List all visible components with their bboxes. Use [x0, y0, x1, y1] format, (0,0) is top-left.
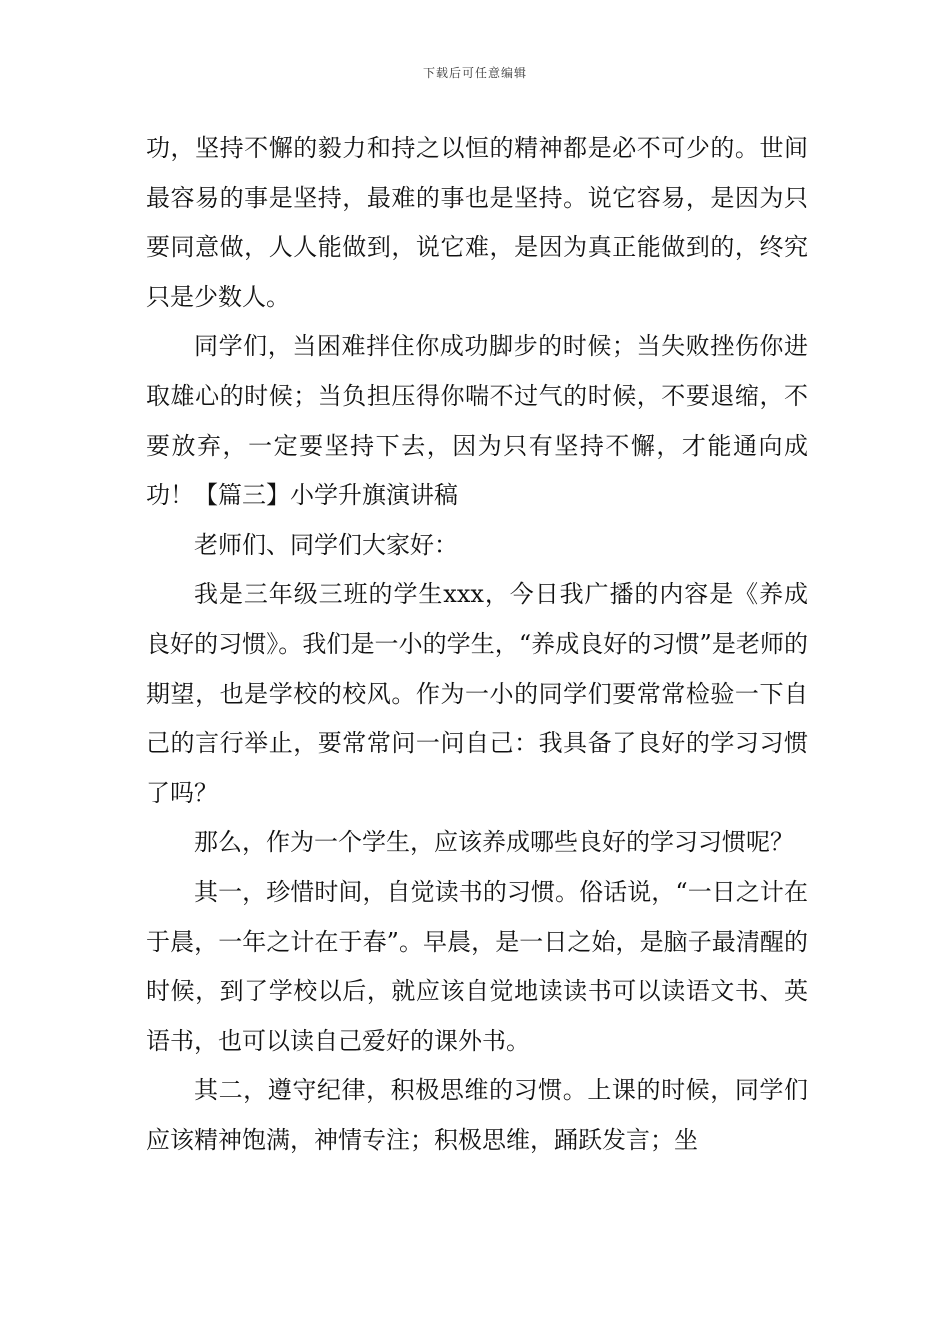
paragraph: 功，坚持不懈的毅力和持之以恒的精神都是必不可少的。世间最容易的事是坚持，最难的事也是坚持。说它容易，是因为只要同意做，人人能做到，说它难，是因为真正能做到的，终究只是少数人。	[146, 134, 808, 311]
document-body	[146, 124, 808, 1165]
page-header-note: 下载后可任意编辑	[422, 66, 527, 80]
paragraph: 那么，作为一个学生，应该养成哪些良好的学习习惯呢？	[194, 828, 794, 857]
paragraph: 其一，珍惜时间，自觉读书的习惯。俗话说，“一日之计在于晨，一年之计在于春”。早晨，是一日之始，是脑子最清醒的时候，到了学校以后，就应该自觉地读读书可以读语文书、英语书，也可以读自己爱好的课外书。	[146, 877, 808, 1055]
paragraph: 我是三年级三班的学生xxx，今日我广播的内容是《养成良好的习惯》。我们是一小的学生，“养成良好的习惯”是老师的期望，也是学校的校风。作为一小的同学们要常常检验一下自己的言行举止，要常常问一问自己：我具备了良好的学习习惯了吗？	[146, 580, 808, 807]
paragraph: 其二，遵守纪律，积极思维的习惯。上课的时候，同学们应该精神饱满，神情专注；积极思维，踊跃发言；坐	[146, 1076, 808, 1154]
paragraph: 同学们，当困难拌住你成功脚步的时候；当失败挫伤你进取雄心的时候；当负担压得你喘不过气的时候，不要退缩，不要放弃，一定要坚持下去，因为只有坚持不懈，才能通向成功！【篇三】小学升旗演讲稿	[146, 332, 808, 510]
paragraph: 老师们、同学们大家好：	[194, 530, 458, 559]
